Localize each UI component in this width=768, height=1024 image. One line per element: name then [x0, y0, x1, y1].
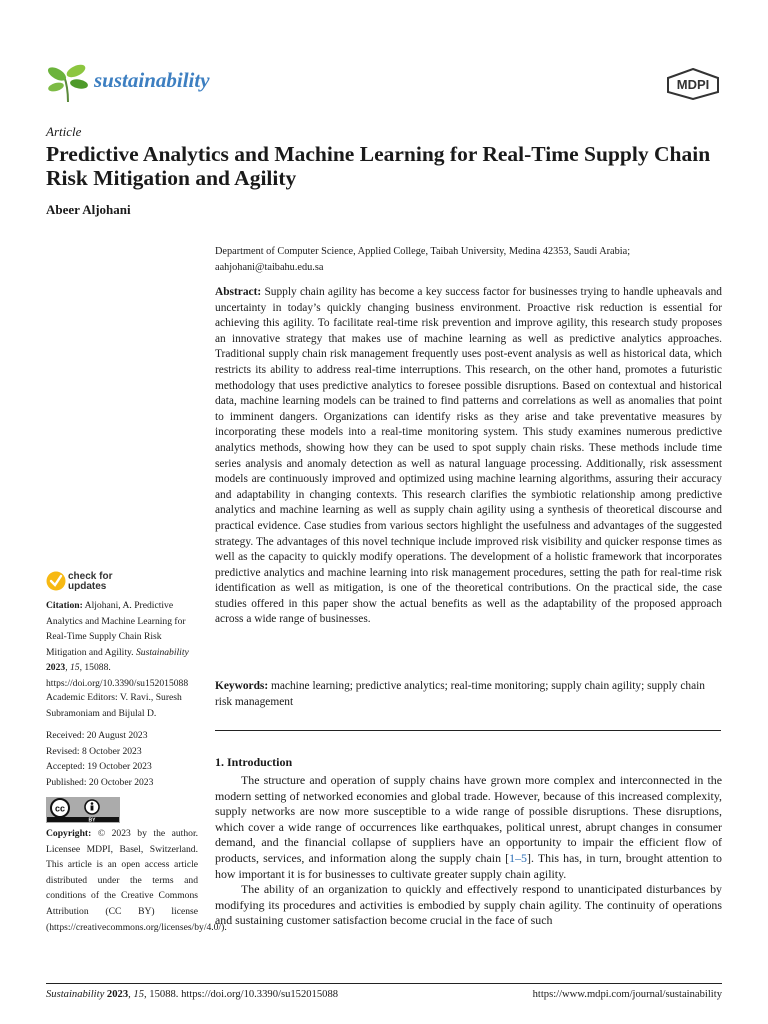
cc-by-label: BY [88, 817, 96, 823]
abstract-text: Supply chain agility has become a key success factor for businesses trying to handle upheavals and uncertainty in today’s quickly changing business environment. Proactive risk reduction is essential for achieving this agility. To facilitate real-time risk prevention and improve agility, this research study proposes an innovative strategy that makes use of machine learning as well as predictive analytics approaches. Traditional supply chain risk management frequently uses post-event analysis as well as historical data, which restricts its ability to address real-time interruptions. This research, on the other hand, promotes a futuristic methodology that uses predictive analytics to foresee possible disruptions. Based on contextual and historical data, machine learning models can be trained to find patterns and correlations as well as anomalies that point to imminent dangers. Organizations can identify risks as they arise and take preventative measures by incorporating these models into a real-time monitoring system. This study examines numerous predictive analytics methods, showing how they can be used to spot supply chain risks. These methods include time series analysis and anomaly detection as well as natural language processing. Additionally, risk assessment models are continuously improved and optimized using machine learning algorithms, assuring their accuracy and adaptability in changing contexts. This research clarifies the symbiotic relationship among predictive analytics and machine learning as well as supply chain agility using a synthesis of theoretical discourse and practical evidence. Case studies from various sectors highlight the usefulness and advantages of the suggested strategy. The advantages of this novel technique include improved risk visibility and quicker response times as well as the capacity to quickly modify operations. The development of a holistic framework that incorporates predictive analytics and machine learning into risk management procedures, setting the path for real-time risk identification as well as mitigation, is one of the theoretical contributions. On the practical side, the case studies offered in this paper show the actual benefits as well as the adaptability of the proposed approach across a wide range of businesses. [215, 286, 722, 626]
academic-editors: Academic Editors: V. Ravi., Suresh Subramoniam and Bijulal D. [46, 692, 182, 719]
author-name: Abeer Aljohani [46, 202, 131, 217]
section-heading: 1. Introduction [215, 755, 293, 769]
intro-paragraph: The ability of an organization to quickly and effectively respond to unanticipated disturbances by modifying its procedures and activities is embodied by supply chain agility. The continuity of operations and sustaining customer satisfaction become crucial in the face of such [215, 882, 722, 928]
keywords [215, 678, 722, 710]
affiliation-line: Department of Computer Science, Applied College, Taibah University, Medina 42353, Saudi Arabia; [215, 246, 631, 257]
journal-url-link[interactable]: https://www.mdpi.com/journal/sustainability [532, 989, 722, 1000]
introduction-body [215, 773, 722, 929]
journal-logo-icon [46, 62, 90, 104]
paper-title: Predictive Analytics and Machine Learning for Real-Time Supply Chain Risk Mitigation and Agility [46, 142, 711, 190]
received-date: Received: 20 August 2023 [46, 730, 148, 741]
published-date: Published: 20 October 2023 [46, 776, 154, 788]
section-divider [215, 730, 721, 731]
footer-citation: Sustainability 2023, 15, 15088. https://doi.org/10.3390/su152015088 [46, 989, 339, 1000]
keywords-text: machine learning; predictive analytics; real-time monitoring; supply chain agility; supply chain risk management [215, 680, 706, 708]
svg-text:cc: cc [54, 803, 66, 814]
footer-divider [46, 983, 722, 984]
check-for-updates-label[interactable]: check for updates [68, 571, 113, 592]
citation-link[interactable]: 1–5 [509, 850, 527, 865]
article-type: Article [46, 124, 82, 139]
abstract [215, 285, 722, 628]
mdpi-logo-text: MDPI [676, 77, 710, 92]
intro-paragraph: The structure and operation of supply chains have grown more complex and interconnected in the modern setting of networked economies and global trade. However, because of this increased complexity, supply networks are now more susceptible to a wide range of possible disruptions. These disruptions, which cover a wide range of occurrences like earthquakes, political unrest, abrupt changes in consumer demand, and the financial collapse of suppliers have an opportunity to impair the efficient flow of products, services, and information along the supply chain [1–5]. This has, in turn, brought attention to how important it is for businesses to cultivate greater supply chain agility. [215, 773, 722, 881]
check-for-updates-icon[interactable] [46, 570, 66, 592]
citation-block: Citation: Aljohani, A. Predictive Analytics and Machine Learning for Real-Time Supply Chain Risk Mitigation and Agility. Sustainability 2023, 15, 15088. https://doi.org/10.3390/su152015088 [46, 600, 189, 689]
dates-block [46, 728, 198, 790]
cc-by-license-icon[interactable] [46, 797, 120, 823]
copyright-block: Copyright: © 2023 by the author. Licensee MDPI, Basel, Switzerland. This article is an open access article distributed under the terms and conditions of the Creative Commons Attribution (CC BY) license (https://creativecommons.org/licenses/by/4.0/). [46, 828, 227, 933]
keywords-label: Keywords: [215, 680, 269, 692]
citation-label: Citation: [46, 600, 83, 611]
revised-date: Revised: 8 October 2023 [46, 745, 142, 757]
accepted-date: Accepted: 19 October 2023 [46, 761, 152, 773]
author-email[interactable]: aahjohani@taibahu.edu.sa [215, 262, 324, 273]
copyright-label: Copyright: [46, 828, 92, 839]
abstract-label: Abstract: [215, 286, 262, 298]
affiliation [215, 244, 725, 276]
journal-name: sustainability [94, 68, 210, 92]
mdpi-logo-icon [666, 68, 720, 100]
